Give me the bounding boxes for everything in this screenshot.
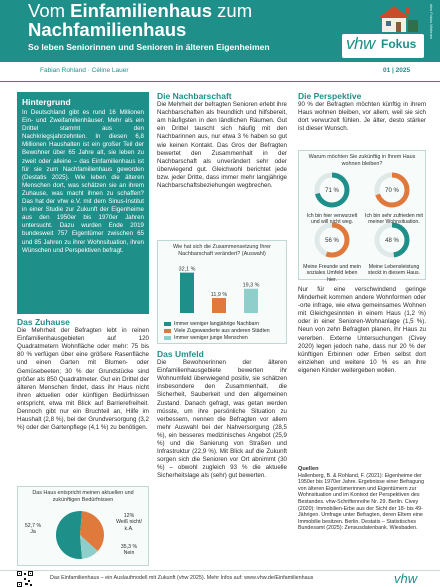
legend-item-2: Viele Zugewanderte aus anderen Städten — [164, 328, 286, 334]
perspektive2-section — [298, 286, 426, 378]
bar-value-label-2: 11,9 % — [210, 292, 228, 299]
pie-label-ja: 52,7 % Ja — [24, 523, 42, 536]
hintergrund-box — [17, 92, 149, 314]
zuhause-section — [17, 318, 149, 435]
perspektive-text: 90 % der Befragten möchten künftig in ihrem Haus wohnen bleiben, vor allem, weil sie sich dort verwurzelt fühlen. Je älter, desto stärker ist dieser Wunsch. — [298, 101, 426, 133]
side-label: vhw Fokus Wohnen — [429, 4, 434, 40]
legend-item-3: Immer weniger junge Menschen — [164, 335, 286, 341]
donut-label-3: Meine Freunde und mein soziales Umfeld leben hier. — [303, 264, 361, 283]
bar-value-label-1: 32,1 % — [178, 266, 196, 273]
pie-slice-ja — [56, 511, 82, 559]
quellen-heading: Quellen — [298, 466, 319, 472]
footer — [0, 570, 440, 587]
brand-suffix: Fokus — [381, 37, 417, 51]
perspektive2-text: Nur für eine verschwindend geringe Minderheit kommen andere Wohnformen oder -orte infrage, wie etwa gemeinsames Wohnen mit Gleichgesinnten in einem Haus (1,2 %) oder in einer Senioren-Wohnanlage (1,5 %). Neun von zehn Befragten planen, ihr Haus zu vererben. Externe Untersuchungen (Civey 2020) legen jedoch nahe, dass nur 20 % der künftigen Erbinnen oder Erben selbst dort einziehen und weitere 10 % es an ihre eigenen Kinder weitergeben wollen. — [298, 286, 426, 374]
issue-number: 01 | 2025 — [383, 67, 411, 74]
bar-legend — [158, 321, 286, 341]
page-title-line1: Vom Einfamilienhaus zum — [28, 0, 253, 21]
bar-1 — [180, 273, 194, 313]
pie-chart-box — [17, 486, 149, 566]
donut-chart-title: Warum möchten Sie zukünftig in Ihrem Haus wohnen bleiben? — [308, 154, 416, 167]
umfeld-heading: Das Umfeld — [157, 349, 204, 359]
donut-value-1: 71 % — [325, 188, 339, 194]
bar-value-label-3: 19,3 % — [242, 282, 260, 289]
house-icon — [374, 2, 420, 34]
hintergrund-heading: Hintergrund — [22, 97, 71, 107]
donut-label-1: Ich bin hier verwurzelt und will nicht weg. — [306, 213, 358, 226]
pie-chart-title: Das Haus entspricht meinen aktuellen und zukünftigen Bedürfnissen — [32, 490, 134, 503]
page-subtitle: So leben Seniorinnen und Senioren in älteren Eigenheimen — [28, 42, 270, 52]
zuhause-heading: Das Zuhause — [17, 317, 70, 327]
brand-name: vhw — [346, 34, 375, 53]
bar-3 — [244, 289, 258, 313]
bar-chart-box — [157, 240, 287, 344]
perspektive-heading: Die Perspektive — [298, 91, 362, 101]
nachbarschaft-text: Die Mehrheit der befragten Senioren erlebt ihre Nachbarschaften als freundlich und hilfsbereit, am häufigsten in den ländlichen Räumen. Gut ein Drittel tauscht sich häufig mit den Nachbarinnen aus, nur etwa 3 % haben so gut wie keinen Kontakt. Das Gros der Befragten bewertet den Zusammenhalt in der Nachbarschaft als unverändert sehr oder überwiegend gut. Gleichwohl berichtet jede bzw. jeder Dritte, dass immer mehr langjährige Nachbarschaftsbeziehungen wegbrechen. — [157, 101, 287, 190]
pie-label-nein: 35,3 % Nein — [120, 544, 138, 557]
donut-value-3: 56 % — [325, 238, 339, 244]
donut-value-2: 70 % — [385, 188, 399, 194]
zuhause-text: Die Mehrheit der Befragten lebt in reinen Einfamilienhausgebieten auf 120 Quadratmetern Wohnfläche oder mehr: 75 bis 80 % verfügen über eine größere Rasenfläche und einen Garten mit Blumen- oder Gemüsebeeten; 30 % der Grundstücke sind größer als 850 Quadratmeter. Gut ein Drittel der älteren Menschen findet, dass ihr Haus nicht ihren aktuellen oder künftigen Bedürfnissen entspricht, etwa mit Blick auf Barrierefreiheit. Dennoch gibt nur ein Bruchteil an, Hilfe im Haushalt (2,8 %), bei der Grundversorgung (3,2 %) oder der Gartenpflege (4,1 %) zu benötigen. — [17, 327, 149, 432]
authors: Fabian Rohland · Céline Lauer — [40, 67, 129, 74]
donut-label-2: Ich bin sehr zufrieden mit meiner Wohnsituation. — [365, 213, 423, 226]
quellen-section — [298, 466, 426, 535]
bar-2 — [212, 298, 226, 313]
bar-chart-title: Wie hat sich die Zusammensetzung Ihrer Nachbarschaft verändert? (Auswahl) — [173, 244, 271, 257]
vhw-fokus-logo — [342, 34, 424, 58]
perspektive-section — [298, 92, 426, 136]
donut-value-4: 48 % — [385, 238, 399, 244]
quellen-text: Hallenberg, B. & Rohland, F. (2021): Eigenheime der 1950er bis 1970er Jahre. Ergebnisse einer Befragung von älteren Eigentümerinnen und Eigentümern zur Wohnsituation und im Kontext der Perspektiven des Bestandes. vhw-Schriftenreihe Nr. 29. Berlin. Civey (2020): Immobilien-Erbe aus der Sicht der 18- bis 49-Jährigen. Umfrage unter Befragten, deren Eltern eine Immobilie besitzen. Berlin. Destatis – Statistisches Bundesamt (2025): Zensusdatenbank. Wiesbaden. — [298, 472, 425, 532]
page-title-line2: Nachfamilienhaus — [28, 19, 187, 40]
umfeld-text: Die Bewohnerinnen der älteren Einfamilienhausgebiete bewerten ihr Wohnumfeld überwiegend positiv, sie schätzen insbesondere den Zusammenhalt, die Sicherheit, Sauberkeit und den allgemeinen Zustand. Danach gefragt, was getan werden müsste, um ihre persönliche Situation zu verbessern, nennen die Befragten vor allem mehr Auswahl bei der Nahversorgung (28,5 %), ein besseres medizinisches Angebot (25,9 %) und die Sanierung von Straßen und Infrastruktur (22,9 %). Mit Blick auf die Zukunft sorgen sich die Senioren vor Ort abnimmt (30 %) – obwohl zugleich 93 % die aktuelle Sicherheitslage als (sehr) gut bewerten. — [157, 359, 287, 480]
hintergrund-text: In Deutschland gibt es rund 16 Millionen Ein- und Zweifamilienhäuser. Mehr als ein Drittel stammt aus den Nachkriegsjahrzehnten. In diesen 6,8 Millionen Haushalten ist ein großer Teil der Bewohner über 65 Jahre alt, sie leben zu zweit oder alleine – das Einfamilienhaus ist für sie zum Nachfamilienhaus geworden (Destatis 2025). Wie leben die älteren Menschen dort, was schätzen sie an ihrem Zuhause, was macht ihnen zu schaffen? Das hat der vhw e.V. mit dem Sinus-Institut in einer Studie zur Zukunft der Eigenheime aus den 1950er bis 1970er Jahren untersucht. Dazu wurden Ende 2019 bundesweit 757 Eigentümer zwischen 65 und 85 Jahren zu ihrer Wohnsituation, ihren Wünschen und Perspektiven befragt. — [22, 109, 144, 254]
nachbarschaft-section — [157, 92, 287, 193]
footer-logo: vhw — [394, 571, 418, 586]
bar-chart — [158, 257, 286, 315]
header-banner — [0, 0, 440, 62]
donut-label-4: Meine Lebensleistung steckt in diesem Haus. — [367, 264, 421, 277]
legend-item-1: Immer weniger langjährige Nachbarn — [164, 321, 286, 327]
nachbarschaft-heading: Die Nachbarschaft — [157, 91, 232, 101]
authors-bar — [0, 62, 440, 82]
donut-chart-box — [298, 150, 426, 283]
pie-label-weiss-nicht: 12% Weiß nicht/ k.A. — [116, 513, 142, 532]
umfeld-section — [157, 350, 287, 484]
footer-text[interactable]: Das Einfamilienhaus – ein Auslaufmodell mit Zukunft (vhw 2025). Mehr Infos auf: www.vhw.de/Einfamilienhaus — [50, 575, 314, 581]
